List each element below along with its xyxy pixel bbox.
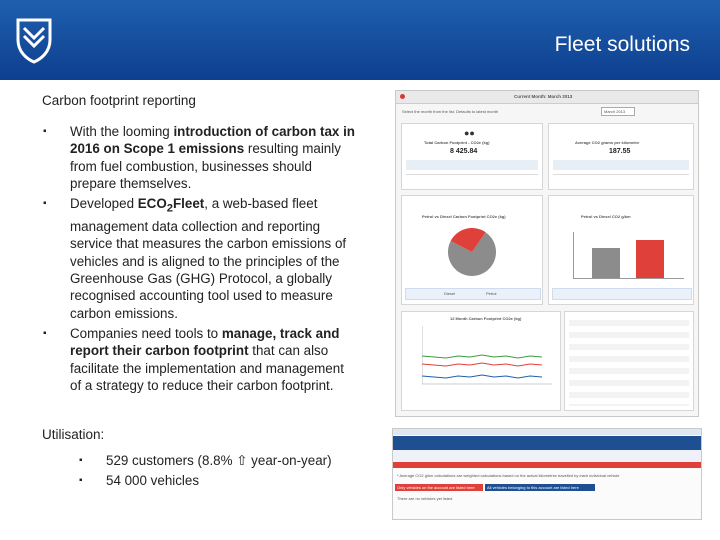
dashboard-month-label: Current Month: March 2013	[514, 94, 573, 99]
bullet-item: ▪ With the looming introduction of carbon tax in 2016 on Scope 1 emissions resulting mainly from fuel combustion, businesses should prepare themselves.	[43, 124, 355, 191]
month-select[interactable]: March 2013	[601, 107, 635, 116]
utilisation-item: ▪ 529 customers (8.8% ⇧ year-on-year)	[42, 451, 362, 471]
section-title: Carbon footprint reporting	[42, 93, 196, 108]
bar-chart-panel: Petrol vs Diesel CO2 g/km	[548, 195, 694, 305]
content-column	[42, 93, 357, 397]
footprint-icon: ●●	[464, 128, 475, 138]
utilisation-item: ▪ 54 000 vehicles	[42, 471, 362, 491]
trend-data-table	[564, 311, 694, 411]
square-bullet-icon: ▪	[79, 475, 83, 486]
bar-diesel	[592, 248, 620, 278]
header-bar	[0, 0, 720, 80]
square-bullet-icon: ▪	[79, 455, 83, 466]
select-label: Select the month from the list. Defaults to latest month	[402, 109, 499, 114]
status-dot-icon	[400, 94, 405, 99]
square-bullet-icon: ▪	[43, 327, 47, 339]
total-footprint-card: ●● Total Carbon Footprint - CO2e (kg) 8 425.84	[401, 123, 543, 190]
bullet-item: ▪ Developed $ECO_2Fleet$, a web-based fleet management data collection and reporting service that measures the carbon emissions of vehicles and is aligned to the principles of the Greenhouse Gas (GHG) Protocol, a globally recognised accounting tool used to measure carbon emissions.	[43, 196, 347, 321]
bar-petrol	[636, 240, 664, 278]
only-vehicles-button[interactable]: Only vehicles on the account are listed here	[395, 484, 483, 491]
pie-chart	[440, 224, 504, 280]
table-header	[393, 436, 701, 450]
shield-logo-icon	[14, 18, 54, 64]
total-row	[393, 462, 701, 468]
table-note: * Average CO2 g/km calculations are weighted calculations based on the actual kilometres travelled by each individual vehicle	[397, 473, 620, 478]
trend-chart-panel: 12 Month Carbon Footprint CO2e (kg)	[401, 311, 561, 411]
page-title: Fleet solutions	[554, 33, 690, 56]
vehicle-table-screenshot	[392, 428, 702, 520]
square-bullet-icon: ▪	[43, 198, 47, 210]
utilisation-title: Utilisation:	[42, 427, 105, 442]
pie-chart-panel: Petrol vs Diesel Carbon Footprint CO2e (kg) Diesel Petrol	[401, 195, 543, 305]
square-bullet-icon: ▪	[43, 126, 47, 137]
no-vehicles-text: There are no vehicles yet listed	[397, 496, 453, 501]
bullet-item: ▪ Companies need tools to manage, track and report their carbon footprint that can also facilitate the implementation and management of a strategy to reduce their carbon footprint.	[43, 325, 344, 393]
dashboard-screenshot	[395, 90, 699, 417]
bullet-list	[42, 123, 357, 394]
all-vehicles-button[interactable]: All vehicles belonging to this account are listed here	[485, 484, 595, 491]
average-co2-card: Average CO2 grams per kilometre 187.55	[548, 123, 694, 190]
utilisation-block	[42, 427, 362, 491]
legend-diesel: Diesel	[444, 291, 456, 296]
trend-line-chart	[422, 326, 552, 386]
legend-petrol: Petrol	[486, 291, 497, 296]
